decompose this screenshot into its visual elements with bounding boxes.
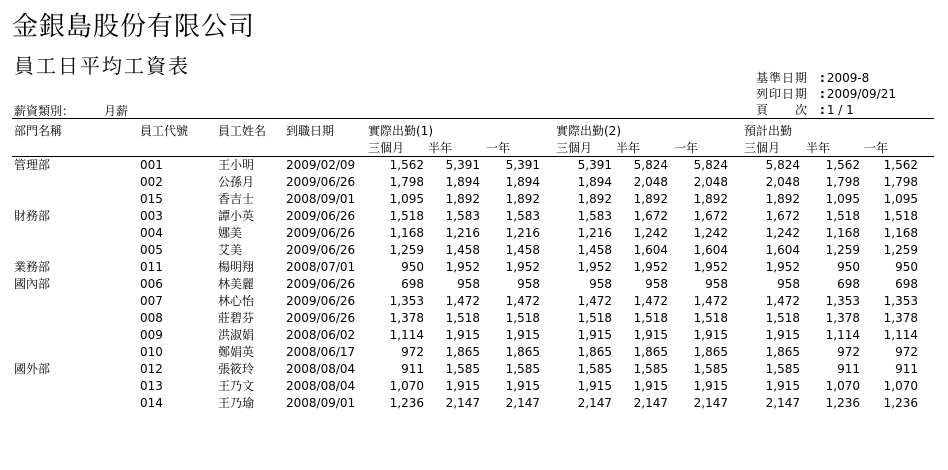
col-actual1-1y: 一年 (486, 141, 511, 155)
cell-actual2-1y: 1,892 (693, 192, 728, 206)
cell-actual1-1y: 1,952 (505, 260, 540, 274)
cell-est-3m: 1,585 (765, 362, 800, 376)
cell-est-6m: 1,236 (825, 396, 860, 410)
cell-est-1y: 1,236 (883, 396, 918, 410)
col-est-1y: 一年 (864, 141, 889, 155)
cell-hire-date: 2008/08/04 (286, 379, 356, 393)
cell-actual1-1y: 1,915 (505, 379, 540, 393)
cell-emp-name: 娜美 (218, 226, 243, 240)
table-row (0, 208, 948, 225)
cell-est-3m: 1,604 (765, 243, 800, 257)
cell-actual1-3m: 1,095 (389, 192, 424, 206)
cell-est-3m: 1,518 (765, 311, 800, 325)
cell-actual1-1y: 1,865 (505, 345, 540, 359)
cell-emp-id: 014 (140, 396, 163, 410)
cell-est-6m: 1,353 (825, 294, 860, 308)
cell-actual1-3m: 1,378 (389, 311, 424, 325)
cell-est-6m: 972 (837, 345, 860, 359)
cell-dept: 業務部 (14, 260, 51, 274)
cell-hire-date: 2008/06/02 (286, 328, 356, 342)
cell-hire-date: 2009/06/26 (286, 209, 356, 223)
cell-emp-id: 005 (140, 243, 163, 257)
cell-actual2-3m: 2,147 (577, 396, 612, 410)
col-actual2: 實際出勤(2) (556, 124, 621, 138)
cell-est-3m: 958 (777, 277, 800, 291)
cell-emp-id: 013 (140, 379, 163, 393)
cell-actual1-1y: 5,391 (505, 158, 540, 172)
report-title: 員工日平均工資表 (14, 54, 190, 78)
cell-actual1-3m: 1,353 (389, 294, 424, 308)
cell-actual2-6m: 1,604 (633, 243, 668, 257)
col-est-3m: 三個月 (744, 141, 781, 155)
table-row (0, 395, 948, 412)
cell-actual2-3m: 958 (589, 277, 612, 291)
cell-actual2-1y: 1,672 (693, 209, 728, 223)
cell-emp-id: 008 (140, 311, 163, 325)
report-meta (756, 70, 896, 118)
cell-emp-name: 公孫月 (218, 175, 255, 189)
cell-actual1-6m: 1,952 (445, 260, 480, 274)
cell-actual1-1y: 1,458 (505, 243, 540, 257)
cell-actual2-6m: 2,147 (633, 396, 668, 410)
col-hire-date: 到職日期 (286, 124, 335, 138)
cell-actual1-3m: 1,114 (389, 328, 424, 342)
cell-emp-name: 洪淑娟 (218, 328, 255, 342)
cell-actual1-3m: 698 (401, 277, 424, 291)
cell-est-1y: 698 (895, 277, 918, 291)
col-est-6m: 半年 (806, 141, 831, 155)
cell-actual2-3m: 1,518 (577, 311, 612, 325)
page-value: 1 / 1 (826, 103, 854, 117)
cell-actual1-6m: 5,391 (445, 158, 480, 172)
cell-emp-name: 鄭娟英 (218, 345, 255, 359)
cell-actual2-1y: 5,824 (693, 158, 728, 172)
cell-est-1y: 950 (895, 260, 918, 274)
print-date-line: 列印日期 : 2009/09/21 (756, 87, 896, 101)
cell-actual1-3m: 911 (401, 362, 424, 376)
col-emp-name: 員工姓名 (218, 124, 267, 138)
cell-est-1y: 911 (895, 362, 918, 376)
cell-emp-name: 王乃文 (218, 379, 255, 393)
cell-actual1-6m: 1,585 (445, 362, 480, 376)
cell-actual2-6m: 1,865 (633, 345, 668, 359)
company-name: 金銀島股份有限公司 (12, 12, 256, 42)
cell-est-6m: 1,168 (825, 226, 860, 240)
cell-est-3m: 5,824 (765, 158, 800, 172)
base-date-value: 2009-8 (826, 71, 870, 85)
cell-est-6m: 698 (837, 277, 860, 291)
cell-actual1-1y: 1,518 (505, 311, 540, 325)
cell-actual2-6m: 1,952 (633, 260, 668, 274)
cell-actual1-1y: 2,147 (505, 396, 540, 410)
cell-actual1-3m: 1,070 (389, 379, 424, 393)
col-actual1-3m: 三個月 (368, 141, 405, 155)
cell-emp-name: 艾美 (218, 243, 243, 257)
cell-emp-id: 002 (140, 175, 163, 189)
page-label: 頁 次 (756, 103, 809, 117)
cell-est-1y: 972 (895, 345, 918, 359)
cell-est-1y: 1,070 (883, 379, 918, 393)
cell-est-1y: 1,259 (883, 243, 918, 257)
cell-actual1-1y: 1,472 (505, 294, 540, 308)
cell-actual1-1y: 958 (517, 277, 540, 291)
col-actual1-6m: 半年 (428, 141, 453, 155)
cell-est-3m: 2,048 (765, 175, 800, 189)
table-row (0, 310, 948, 327)
cell-emp-name: 林美麗 (218, 277, 255, 291)
cell-est-1y: 1,353 (883, 294, 918, 308)
cell-hire-date: 2009/06/26 (286, 243, 356, 257)
cell-actual2-6m: 1,472 (633, 294, 668, 308)
cell-est-6m: 1,259 (825, 243, 860, 257)
cell-dept: 國外部 (14, 362, 51, 376)
table-row (0, 157, 948, 174)
cell-actual2-1y: 1,915 (693, 328, 728, 342)
cell-actual1-3m: 1,259 (389, 243, 424, 257)
cell-actual2-1y: 2,147 (693, 396, 728, 410)
cell-actual2-1y: 2,048 (693, 175, 728, 189)
cell-actual2-6m: 1,892 (633, 192, 668, 206)
cell-actual1-6m: 1,518 (445, 311, 480, 325)
cell-actual2-1y: 1,242 (693, 226, 728, 240)
base-date-line: 基準日期 : 2009-8 (756, 71, 870, 85)
cell-est-1y: 1,114 (883, 328, 918, 342)
cell-est-1y: 1,378 (883, 311, 918, 325)
cell-emp-name: 香吉士 (218, 192, 255, 206)
table-row (0, 327, 948, 344)
cell-actual1-6m: 1,865 (445, 345, 480, 359)
cell-actual1-6m: 1,892 (445, 192, 480, 206)
cell-emp-name: 莊碧芬 (218, 311, 255, 325)
cell-actual1-1y: 1,585 (505, 362, 540, 376)
cell-dept: 國內部 (14, 277, 51, 291)
page-number-line: 頁 次 : 1 / 1 (756, 103, 854, 117)
cell-actual1-3m: 1,518 (389, 209, 424, 223)
col-actual2-1y: 一年 (674, 141, 699, 155)
cell-actual1-6m: 1,915 (445, 379, 480, 393)
cell-dept: 財務部 (14, 209, 51, 223)
cell-actual1-6m: 1,915 (445, 328, 480, 342)
cell-est-6m: 1,378 (825, 311, 860, 325)
cell-est-3m: 1,892 (765, 192, 800, 206)
salary-category-label: 薪資類別： (14, 104, 75, 118)
cell-hire-date: 2009/02/09 (286, 158, 356, 172)
cell-est-3m: 1,242 (765, 226, 800, 240)
cell-hire-date: 2009/06/26 (286, 277, 356, 291)
cell-actual1-6m: 2,147 (445, 396, 480, 410)
table-row (0, 191, 948, 208)
cell-est-6m: 950 (837, 260, 860, 274)
cell-actual1-1y: 1,915 (505, 328, 540, 342)
cell-actual2-1y: 1,915 (693, 379, 728, 393)
col-estimated: 預計出勤 (744, 124, 793, 138)
cell-emp-id: 015 (140, 192, 163, 206)
cell-actual2-3m: 1,894 (577, 175, 612, 189)
cell-emp-id: 007 (140, 294, 163, 308)
cell-actual1-3m: 950 (401, 260, 424, 274)
cell-hire-date: 2009/06/26 (286, 175, 356, 189)
cell-actual1-3m: 1,562 (389, 158, 424, 172)
cell-hire-date: 2008/09/01 (286, 396, 356, 410)
cell-actual2-6m: 958 (645, 277, 668, 291)
cell-actual2-1y: 1,585 (693, 362, 728, 376)
cell-emp-name: 王乃瑜 (218, 396, 255, 410)
table-row (0, 276, 948, 293)
cell-actual1-3m: 1,236 (389, 396, 424, 410)
cell-hire-date: 2009/06/26 (286, 294, 356, 308)
col-actual2-3m: 三個月 (556, 141, 593, 155)
table-row (0, 225, 948, 242)
cell-actual1-6m: 1,583 (445, 209, 480, 223)
base-date-label: 基準日期 (756, 71, 809, 85)
cell-actual2-6m: 1,915 (633, 328, 668, 342)
cell-hire-date: 2009/06/26 (286, 226, 356, 240)
cell-actual1-1y: 1,894 (505, 175, 540, 189)
table-row (0, 378, 948, 395)
cell-est-1y: 1,518 (883, 209, 918, 223)
cell-emp-name: 林心怡 (218, 294, 255, 308)
cell-est-6m: 1,095 (825, 192, 860, 206)
cell-hire-date: 2008/09/01 (286, 192, 356, 206)
cell-hire-date: 2008/08/04 (286, 362, 356, 376)
cell-hire-date: 2009/06/26 (286, 311, 356, 325)
cell-actual2-6m: 1,518 (633, 311, 668, 325)
cell-emp-name: 譚小英 (218, 209, 255, 223)
cell-actual2-3m: 1,216 (577, 226, 612, 240)
cell-actual1-1y: 1,216 (505, 226, 540, 240)
cell-est-3m: 1,915 (765, 379, 800, 393)
cell-est-1y: 1,798 (883, 175, 918, 189)
header-top-rule (12, 118, 934, 119)
cell-actual2-3m: 1,952 (577, 260, 612, 274)
col-emp-id: 員工代號 (140, 124, 189, 138)
cell-actual1-3m: 1,168 (389, 226, 424, 240)
print-date-label: 列印日期 (756, 87, 809, 101)
cell-actual2-3m: 1,585 (577, 362, 612, 376)
cell-actual2-6m: 2,048 (633, 175, 668, 189)
cell-actual1-3m: 1,798 (389, 175, 424, 189)
cell-actual2-6m: 1,242 (633, 226, 668, 240)
cell-actual2-3m: 5,391 (577, 158, 612, 172)
cell-actual1-6m: 958 (457, 277, 480, 291)
cell-actual1-6m: 1,216 (445, 226, 480, 240)
cell-emp-id: 001 (140, 158, 163, 172)
table-row (0, 259, 948, 276)
cell-est-6m: 1,562 (825, 158, 860, 172)
cell-actual1-3m: 972 (401, 345, 424, 359)
table-row (0, 293, 948, 310)
cell-emp-name: 王小明 (218, 158, 255, 172)
cell-est-1y: 1,168 (883, 226, 918, 240)
salary-category-value: 月薪 (104, 104, 129, 118)
cell-actual2-1y: 1,604 (693, 243, 728, 257)
cell-actual1-6m: 1,458 (445, 243, 480, 257)
cell-actual2-1y: 1,952 (693, 260, 728, 274)
cell-est-3m: 1,952 (765, 260, 800, 274)
cell-dept: 管理部 (14, 158, 51, 172)
salary-category (14, 102, 128, 119)
col-actual1: 實際出勤(1) (368, 124, 433, 138)
cell-est-3m: 1,915 (765, 328, 800, 342)
table-row (0, 174, 948, 191)
cell-actual2-1y: 1,518 (693, 311, 728, 325)
cell-est-6m: 1,114 (825, 328, 860, 342)
cell-est-1y: 1,562 (883, 158, 918, 172)
cell-actual1-1y: 1,583 (505, 209, 540, 223)
cell-emp-id: 009 (140, 328, 163, 342)
cell-actual2-3m: 1,458 (577, 243, 612, 257)
table-row (0, 242, 948, 259)
cell-actual2-6m: 1,672 (633, 209, 668, 223)
cell-actual2-6m: 1,585 (633, 362, 668, 376)
col-actual2-6m: 半年 (616, 141, 641, 155)
cell-est-3m: 1,865 (765, 345, 800, 359)
cell-hire-date: 2008/06/17 (286, 345, 356, 359)
cell-emp-id: 010 (140, 345, 163, 359)
cell-actual2-3m: 1,583 (577, 209, 612, 223)
cell-emp-id: 006 (140, 277, 163, 291)
print-date-value: 2009/09/21 (826, 87, 896, 101)
cell-est-1y: 1,095 (883, 192, 918, 206)
table-row (0, 361, 948, 378)
cell-actual1-6m: 1,894 (445, 175, 480, 189)
cell-hire-date: 2008/07/01 (286, 260, 356, 274)
cell-emp-id: 004 (140, 226, 163, 240)
col-dept: 部門名稱 (14, 124, 63, 138)
cell-actual2-6m: 1,915 (633, 379, 668, 393)
cell-est-3m: 1,472 (765, 294, 800, 308)
cell-actual1-1y: 1,892 (505, 192, 540, 206)
cell-emp-name: 張筱玲 (218, 362, 255, 376)
cell-emp-id: 011 (140, 260, 163, 274)
cell-est-6m: 1,070 (825, 379, 860, 393)
cell-emp-id: 003 (140, 209, 163, 223)
cell-est-3m: 1,672 (765, 209, 800, 223)
cell-actual2-3m: 1,472 (577, 294, 612, 308)
cell-actual2-1y: 1,472 (693, 294, 728, 308)
cell-est-6m: 1,518 (825, 209, 860, 223)
cell-est-3m: 2,147 (765, 396, 800, 410)
cell-est-6m: 1,798 (825, 175, 860, 189)
cell-actual2-1y: 1,865 (693, 345, 728, 359)
cell-actual2-3m: 1,915 (577, 379, 612, 393)
cell-actual2-3m: 1,915 (577, 328, 612, 342)
cell-actual2-1y: 958 (705, 277, 728, 291)
table-row (0, 344, 948, 361)
cell-actual2-3m: 1,892 (577, 192, 612, 206)
cell-actual2-3m: 1,865 (577, 345, 612, 359)
cell-emp-name: 楊明翔 (218, 260, 255, 274)
cell-actual2-6m: 5,824 (633, 158, 668, 172)
cell-emp-id: 012 (140, 362, 163, 376)
cell-actual1-6m: 1,472 (445, 294, 480, 308)
cell-est-6m: 911 (837, 362, 860, 376)
